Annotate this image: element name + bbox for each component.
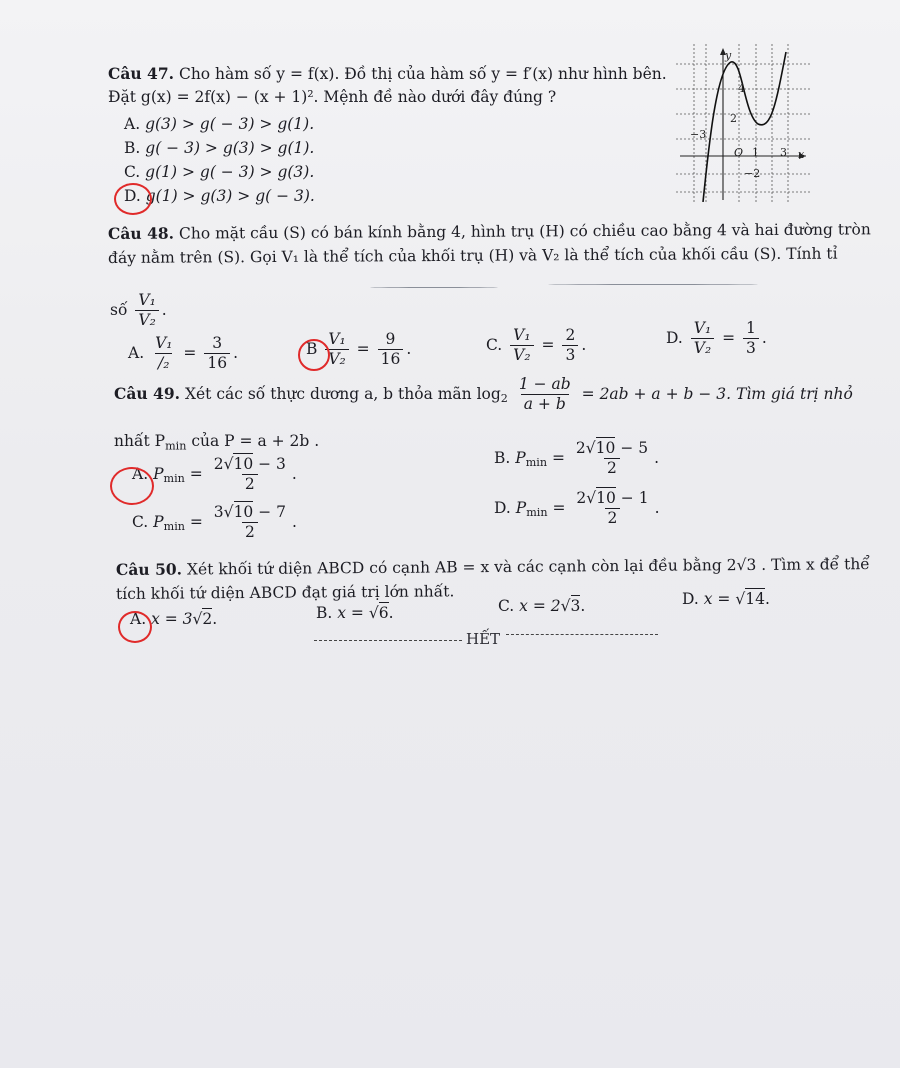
q50-option-c[interactable]: C. x = 2√3. bbox=[498, 597, 586, 615]
svg-text:3: 3 bbox=[780, 146, 787, 159]
q49-option-c[interactable]: C. $P_{min}$ = $\frac{3√10 - 7}{2}$ . bbox=[132, 503, 297, 541]
q50-line2: tích khối tứ diện ABCD đạt giá trị lớn nhất. bbox=[115, 582, 455, 603]
svg-text:2: 2 bbox=[730, 112, 737, 125]
svg-text:4: 4 bbox=[738, 82, 745, 95]
pen-underline-2 bbox=[548, 284, 758, 285]
q48-option-a[interactable]: A. $\frac{\text{V₁}}{\text{/₂}}$ = $\frac{3}{16}$ . bbox=[128, 334, 238, 372]
q47-option-c[interactable]: C. g(1) > g( − 3) > g(3). bbox=[124, 163, 315, 181]
answer-circle-q50 bbox=[118, 611, 152, 643]
answer-circle-q49 bbox=[110, 467, 154, 505]
q50-option-a[interactable]: A. x = 3√2. bbox=[130, 610, 218, 628]
answer-circle-q48 bbox=[298, 339, 330, 371]
q50-option-b[interactable]: B. x = √6. bbox=[316, 604, 394, 622]
svg-text:O: O bbox=[734, 146, 744, 159]
q49-option-b[interactable]: B. $P_{min}$ = $\frac{2√10 - 5}{2}$ . bbox=[494, 439, 660, 477]
svg-text:−2: −2 bbox=[744, 167, 761, 180]
q49-option-d[interactable]: D. $P_{min}$ = $\frac{2√10 - 1}{2}$ . bbox=[494, 489, 660, 527]
svg-text:y: y bbox=[725, 49, 732, 62]
svg-text:1: 1 bbox=[752, 146, 759, 159]
q48-option-c[interactable]: C. $\frac{\text{V₁}}{\text{V₂}}$ = $\frac{2}{3}$ . bbox=[486, 326, 587, 364]
svg-text:−3: −3 bbox=[690, 128, 707, 141]
q49-line2: nhất $P_{min}$ của P = a + 2b . bbox=[114, 432, 320, 453]
q49-line1: Câu 49. Xét các số thực dương a, b thỏa mãn $\log_2$ $\frac{1 - ab}{a + b}$ = 2ab + a + b − 3. Tìm giá trị nhỏ bbox=[114, 375, 853, 413]
q47-line1: Câu 47. Cho hàm số y = f(x). Đồ thị của hàm số y = f′(x) như hình bên. bbox=[108, 64, 667, 83]
pen-underline-1 bbox=[370, 287, 498, 288]
answer-circle-q47 bbox=[114, 183, 152, 215]
q48-line3: số $\frac{\text{V₁}}{\text{V₂}}$ . bbox=[110, 291, 167, 329]
derivative-graph bbox=[676, 44, 810, 202]
end-dash-right bbox=[506, 634, 658, 635]
q50-option-d[interactable]: D. x = √14. bbox=[682, 590, 770, 608]
q47-option-d[interactable]: D. g(1) > g(3) > g( − 3). bbox=[124, 187, 315, 205]
q47-option-b[interactable]: B. g( − 3) > g(3) > g(1). bbox=[124, 139, 315, 157]
q47-option-a[interactable]: A. g(3) > g( − 3) > g(1). bbox=[124, 115, 315, 133]
q48-option-d[interactable]: D. $\frac{\text{V₁}}{\text{V₂}}$ = $\frac{1}{3}$ . bbox=[666, 319, 767, 357]
end-text: HẾT bbox=[466, 630, 501, 648]
q48-option-b[interactable]: B $\frac{\text{V₁}}{\text{V₂}}$ = $\frac{9}{16}$ . bbox=[306, 330, 412, 368]
svg-text:x: x bbox=[798, 148, 805, 161]
q49-option-a[interactable]: A. $P_{min}$ = $\frac{2√10 - 3}{2}$ . bbox=[132, 455, 297, 493]
q47-line2: Đặt g(x) = 2f(x) − (x + 1)². Mệnh đề nào dưới đây đúng ? bbox=[108, 88, 557, 106]
end-dash-left bbox=[314, 640, 462, 641]
q48-line1: Câu 48. Cho mặt cầu (S) có bán kính bằng 4, hình trụ (H) có chiều cao bằng 4 và hai đường tròn bbox=[107, 220, 871, 243]
q48-line2: đáy nằm trên (S). Gọi V₁ là thể tích của khối trụ (H) và V₂ là thể tích của khối cầu (S). Tính tỉ bbox=[107, 244, 838, 267]
q50-line1: Câu 50. Xét khối tứ diện ABCD có cạnh AB = x và các cạnh còn lại đều bằng 2√3 . Tìm x để thể bbox=[115, 555, 870, 579]
